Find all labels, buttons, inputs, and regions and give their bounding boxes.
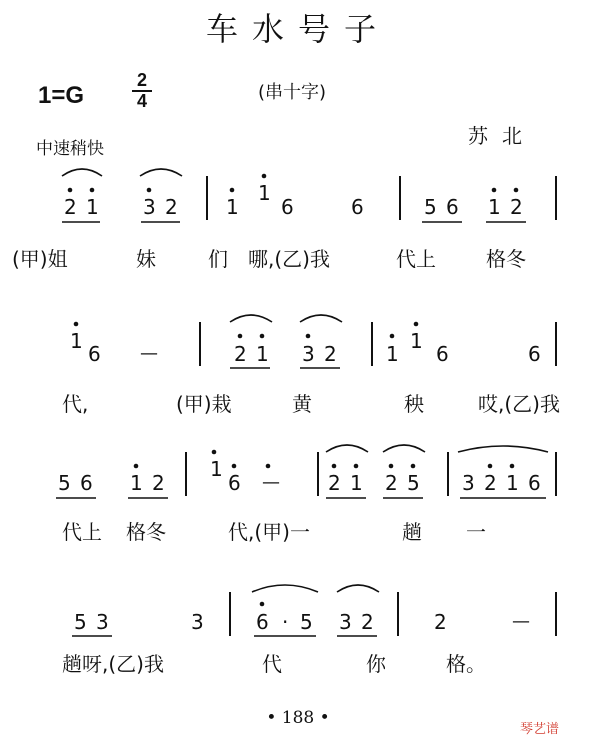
score-note: 6	[80, 471, 93, 495]
score-note: 6	[436, 342, 449, 366]
score-note: 1	[226, 195, 239, 219]
lyric-syllable: 趟	[402, 520, 422, 544]
score-note: 3	[191, 610, 204, 634]
score-note: 1	[410, 329, 423, 353]
score-note: 6	[88, 342, 101, 366]
score-note: 3	[462, 471, 475, 495]
lyric-syllable: 秧	[404, 392, 424, 416]
score-note: 1	[86, 195, 99, 219]
meter-bottom: 4	[136, 91, 147, 111]
score-note: 5	[74, 610, 87, 634]
score-note: 6	[446, 195, 459, 219]
score-note: 5	[424, 195, 437, 219]
score-note: 1	[70, 329, 83, 353]
subtitle: (串十字)	[258, 82, 327, 103]
score-note: 2	[361, 610, 374, 634]
lyric-syllable: 格。	[446, 652, 486, 676]
score-note: 1	[256, 342, 269, 366]
lyric-syllable: 格冬	[126, 520, 166, 544]
score-note: 2	[434, 610, 447, 634]
song-title: 车水号子	[205, 10, 390, 48]
region-label: 苏北	[468, 124, 536, 148]
score-note: 3	[96, 610, 109, 634]
lyric-syllable: 哪,(乙)我	[248, 247, 330, 271]
score-note: 1	[210, 457, 223, 481]
score-note: ·	[282, 610, 289, 634]
watermark-logo: 琴艺谱	[520, 722, 560, 737]
meter-top: 2	[136, 70, 147, 90]
score-note: 2	[234, 342, 247, 366]
score-note: 1	[258, 181, 271, 205]
score-note: 6	[256, 610, 269, 634]
score-note: 1	[350, 471, 363, 495]
score-note: 1	[488, 195, 501, 219]
score-note: —	[512, 611, 530, 632]
lyric-syllable: 代上	[62, 520, 102, 544]
score-note: 5	[300, 610, 313, 634]
lyric-syllable: (甲)栽	[176, 392, 232, 416]
score-note: —	[262, 472, 280, 493]
lyric-syllable: 代	[262, 652, 282, 676]
score-note: 6	[528, 471, 541, 495]
score-note: 5	[407, 471, 420, 495]
score-note: 2	[324, 342, 337, 366]
lyric-syllable: 代,(甲)一	[228, 520, 310, 544]
lyric-syllable: (甲)姐	[12, 247, 68, 271]
lyric-syllable: 哎,(乙)我	[478, 392, 560, 416]
score-note: 1	[386, 342, 399, 366]
score-note: 1	[130, 471, 143, 495]
score-note: 6	[351, 195, 364, 219]
score-note: 3	[339, 610, 352, 634]
score-note: 2	[328, 471, 341, 495]
lyric-syllable: 代上	[396, 247, 436, 271]
page-number: • 188 •	[266, 708, 330, 728]
score-note: 2	[510, 195, 523, 219]
score-note: 2	[152, 471, 165, 495]
score-note: 2	[64, 195, 77, 219]
lyric-syllable: 妹	[136, 247, 156, 271]
lyric-syllable: 你	[366, 652, 386, 676]
score-note: 6	[228, 471, 241, 495]
lyric-syllable: 格冬	[486, 247, 526, 271]
lyric-syllable: 们	[208, 247, 228, 271]
score-note: 2	[484, 471, 497, 495]
score-note: 6	[528, 342, 541, 366]
lyric-syllable: 黄	[292, 392, 312, 416]
score-note: 3	[302, 342, 315, 366]
tempo-marking: 中速稍快	[36, 139, 104, 159]
score-note: 2	[385, 471, 398, 495]
lyric-syllable: 趟呀,(乙)我	[62, 652, 164, 676]
key-signature: 1=G	[38, 82, 85, 109]
lyric-syllable: 代,	[62, 392, 89, 416]
score-note: 2	[165, 195, 178, 219]
score-note: 1	[506, 471, 519, 495]
lyric-syllable: 一	[466, 520, 486, 544]
score-note: 3	[143, 195, 156, 219]
score-note: 6	[281, 195, 294, 219]
score-note: 5	[58, 471, 71, 495]
score-note: —	[140, 343, 158, 364]
